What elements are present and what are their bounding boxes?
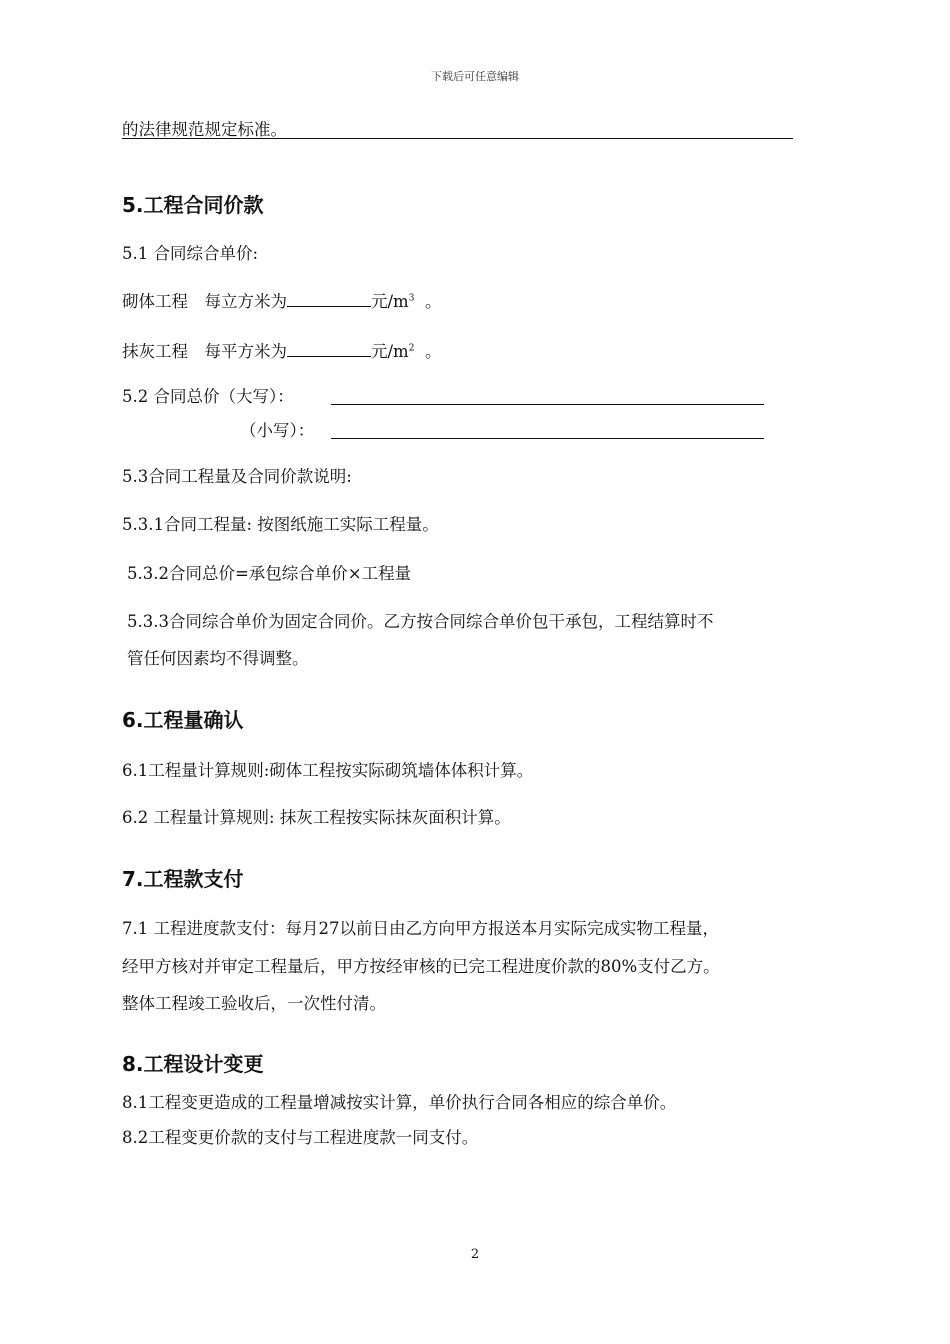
plaster-unit: 元/m	[371, 342, 409, 361]
paragraph-7-1-line1: 7.1 工程进度款支付：每月27以前日由乙方向甲方报送本月实际完成实物工程量，	[122, 919, 719, 938]
plaster-unit-sup: 2	[408, 343, 415, 354]
paragraph-5-3-1: 5.3.1合同工程量: 按图纸施工实际工程量。	[122, 515, 439, 534]
paragraph-5-3-3-line2: 管任何因素均不得调整。	[127, 649, 309, 668]
plaster-end: 。	[424, 342, 442, 361]
paragraph-7-1-line3: 整体工程竣工验收后，一次性付清。	[122, 994, 386, 1013]
paragraph-8-2: 8.2工程变更价款的支付与工程进度款一同支付。	[122, 1128, 479, 1147]
masonry-end: 。	[424, 292, 442, 311]
masonry-price-line	[122, 291, 441, 312]
paragraph-6-1: 6.1工程量计算规则:砌体工程按实际砌筑墙体体积计算。	[122, 761, 534, 780]
masonry-label: 砌体工程 每立方米为	[122, 292, 287, 311]
paragraph-6-2: 6.2 工程量计算规则: 抹灰工程按实际抹灰面积计算。	[122, 808, 511, 827]
masonry-unit: 元/m	[371, 292, 409, 311]
masonry-price-blank	[287, 291, 371, 307]
paragraph-5-3-3-line1: 5.3.3合同综合单价为固定合同价。乙方按合同综合单价包干承包，工程结算时不	[127, 612, 714, 631]
total-price-numeric-blank	[331, 438, 764, 439]
plaster-label: 抹灰工程 每平方米为	[122, 342, 287, 361]
paragraph-7-1-line2: 经甲方核对并审定工程量后，甲方按经审核的已完工程进度价款的80%支付乙方。	[122, 957, 720, 976]
page-number: 2	[470, 1247, 480, 1262]
paragraph-5-3: 5.3合同工程量及合同价款说明:	[122, 467, 352, 486]
paragraph-5-2-small: （小写）：	[240, 421, 315, 440]
masonry-unit-sup: 3	[408, 293, 415, 304]
paragraph-5-2: 5.2 合同总价（大写）：	[122, 387, 294, 406]
paragraph-8-1: 8.1工程变更造成的工程量增减按实计算，单价执行合同各相应的综合单价。	[122, 1093, 677, 1112]
continued-text: 的法律规范规定标准。	[122, 120, 287, 139]
section-heading-7: 7.工程款支付	[122, 867, 244, 891]
section-heading-5: 5.工程合同价款	[122, 193, 264, 217]
paragraph-5-1: 5.1 合同综合单价:	[122, 244, 259, 263]
paragraph-5-3-2: 5.3.2合同总价=承包综合单价×工程量	[127, 564, 412, 583]
section-heading-6: 6.工程量确认	[122, 708, 244, 732]
section-heading-8: 8.工程设计变更	[122, 1052, 264, 1076]
plaster-price-blank	[287, 341, 371, 357]
underline	[122, 138, 793, 139]
plaster-price-line	[122, 341, 441, 362]
total-price-capital-blank	[331, 404, 764, 405]
page-header: 下载后可任意编辑	[431, 70, 519, 83]
